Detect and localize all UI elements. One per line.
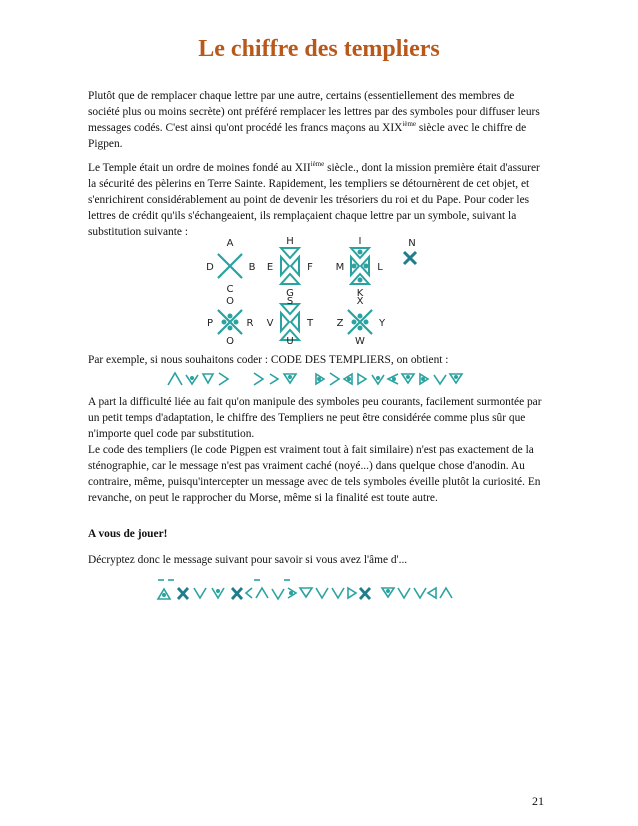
- decrypt-paragraph: Décryptez donc le message suivant pour savoir si vous avez l'âme d'...: [88, 554, 408, 566]
- key-letter: L: [377, 262, 383, 273]
- encoded-challenge-symbols: [154, 576, 474, 604]
- pigpen-paragraph: Le code des templiers (le code Pigpen est vraiment tout à fait similaire) n'est pas exactement de la sténographie, car le message n'est pas vraiment caché (noyé...) dans quelque chose d'anodin. Au contraire, même, puisqu'intercepter un message avec de tels symboles éveille plutôt la curiosité. En revanche, on peut le rapprocher du Morse, même si la finalité est toute autre.: [88, 444, 541, 504]
- temple-paragraph: [88, 160, 548, 240]
- intro-sup: ième: [402, 120, 417, 129]
- key-letter: M: [335, 262, 345, 273]
- key-letter: G: [286, 288, 294, 299]
- key-letter: U: [286, 336, 294, 344]
- difficulty-paragraph: A part la difficulté liée au fait qu'on manipule des symboles peu courants, facilement surmontée par un petit temps d'adaptation, le chiffre des Templiers ne peut être considérée comme plus sûr que n'importe quel code par substitution.: [88, 396, 542, 440]
- key-letter: B: [248, 262, 256, 273]
- key-cross-2: [281, 248, 299, 284]
- key-letter: Y: [378, 318, 386, 329]
- key-letter: X: [356, 296, 364, 307]
- key-letter: I: [358, 236, 362, 247]
- key-letter: P: [206, 318, 214, 329]
- key-letter: E: [266, 262, 274, 273]
- key-cross-6: [348, 310, 372, 334]
- page-number: 21: [532, 794, 544, 808]
- intro-text-2: siècle avec le chiffre de Pigpen.: [88, 122, 527, 150]
- key-x-mark: [404, 252, 416, 264]
- key-letter: H: [286, 236, 294, 247]
- key-letter: N: [408, 238, 416, 249]
- key-letter: D: [206, 262, 214, 273]
- key-letter: F: [307, 262, 313, 273]
- key-letter: C: [226, 284, 234, 295]
- key-cross-5: [281, 304, 299, 340]
- intro-paragraph: [88, 88, 548, 152]
- key-letter: R: [246, 318, 254, 329]
- key-cross-1: [218, 254, 242, 278]
- key-letter: Q: [226, 336, 234, 344]
- temple-text-1: Le Temple était un ordre de moines fondé au XII: [88, 162, 311, 174]
- temple-text-2: siècle., dont la mission première était d'assurer la sécurité des pèlerins en Terre Sainte. Rapidement, les templiers se détournèrent de cet objet, et s'enrichirent considérablement au point de devenir les trésoriers du roi et du Pape. Pour coder les lettres de crédit qu'ils s'échangeaient, ils remplaçaient chaque lettre par un symbole, suivant la substitution suivante :: [88, 162, 540, 238]
- substitution-key-figure: [190, 234, 430, 344]
- key-letter: T: [306, 318, 314, 329]
- key-cross-4: [218, 310, 242, 334]
- page-title: Le chiffre des templiers: [198, 36, 440, 62]
- key-letter: S: [286, 296, 294, 307]
- key-cross-3: [351, 248, 369, 284]
- encoded-example-symbols: [166, 370, 466, 388]
- section-heading: A vous de jouer!: [88, 528, 168, 540]
- key-letter: Z: [336, 318, 344, 329]
- key-letter: K: [356, 288, 364, 299]
- key-letter: O: [226, 296, 234, 307]
- intro-text-1: Plutôt que de remplacer chaque lettre par une autre, certains (essentiellement des membres de société plus ou moins secrète) ont préféré remplacer les lettres par des symboles pour diffuser leurs messages codés. C'est ainsi qu'ont procédé les francs maçons au XIX: [88, 90, 540, 134]
- example-paragraph: Par exemple, si nous souhaitons coder : CODE DES TEMPLIERS, on obtient :: [88, 354, 449, 366]
- key-letter: V: [266, 318, 274, 329]
- key-letter: W: [355, 336, 365, 344]
- key-letter: A: [226, 238, 234, 249]
- temple-sup: ième: [310, 160, 325, 169]
